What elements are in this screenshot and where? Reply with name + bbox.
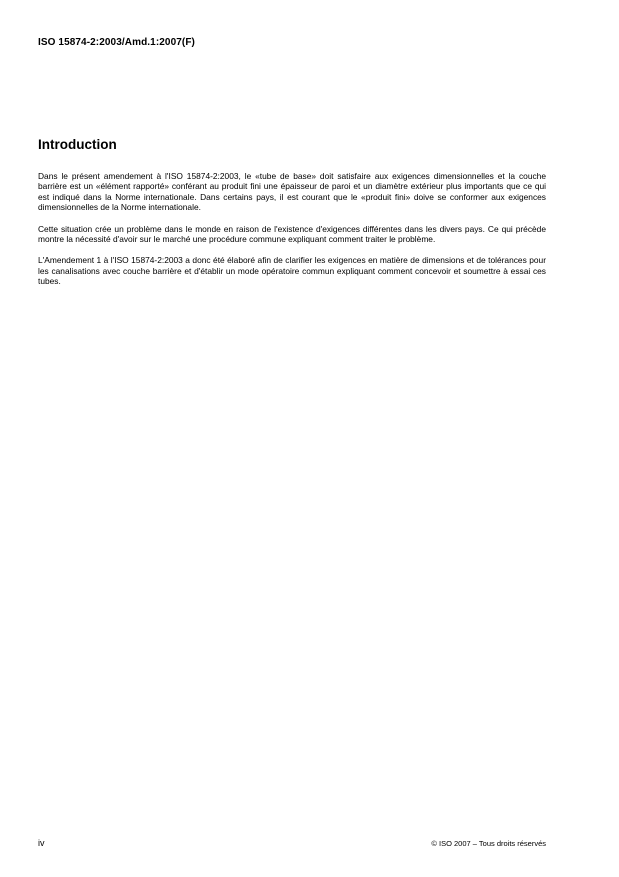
section-body [38, 171, 546, 298]
paragraph: Dans le présent amendement à l'ISO 15874-2:2003, le «tube de base» doit satisfaire aux exigences dimensionnelles et la couche barrière est un «élément rapporté» conférant au produit fini une épaisseur de paroi et un diamètre extérieur plus importants que ce qui est indiqué dans la Norme internationale. Dans certains pays, il est courant que le «produit fini» doive se conformer aux exigences dimensionnelles de la Norme internationale. [38, 171, 546, 213]
document-header: ISO 15874-2:2003/Amd.1:2007(F) [38, 37, 195, 48]
page-number: iv [38, 838, 45, 848]
section-title: Introduction [38, 137, 117, 152]
paragraph: L'Amendement 1 à l'ISO 15874-2:2003 a donc été élaboré afin de clarifier les exigences en matière de dimensions et de tolérances pour les canalisations avec couche barrière et d'établir un mode opératoire commun expliquant comment concevoir et soumettre à essai ces tubes. [38, 255, 546, 287]
copyright-notice: © ISO 2007 – Tous droits réservés [431, 839, 546, 848]
paragraph: Cette situation crée un problème dans le monde en raison de l'existence d'exigences différentes dans les divers pays. Ce qui précède montre la nécessité d'avoir sur le marché une procédure commune expliquant comment traiter le problème. [38, 223, 546, 245]
